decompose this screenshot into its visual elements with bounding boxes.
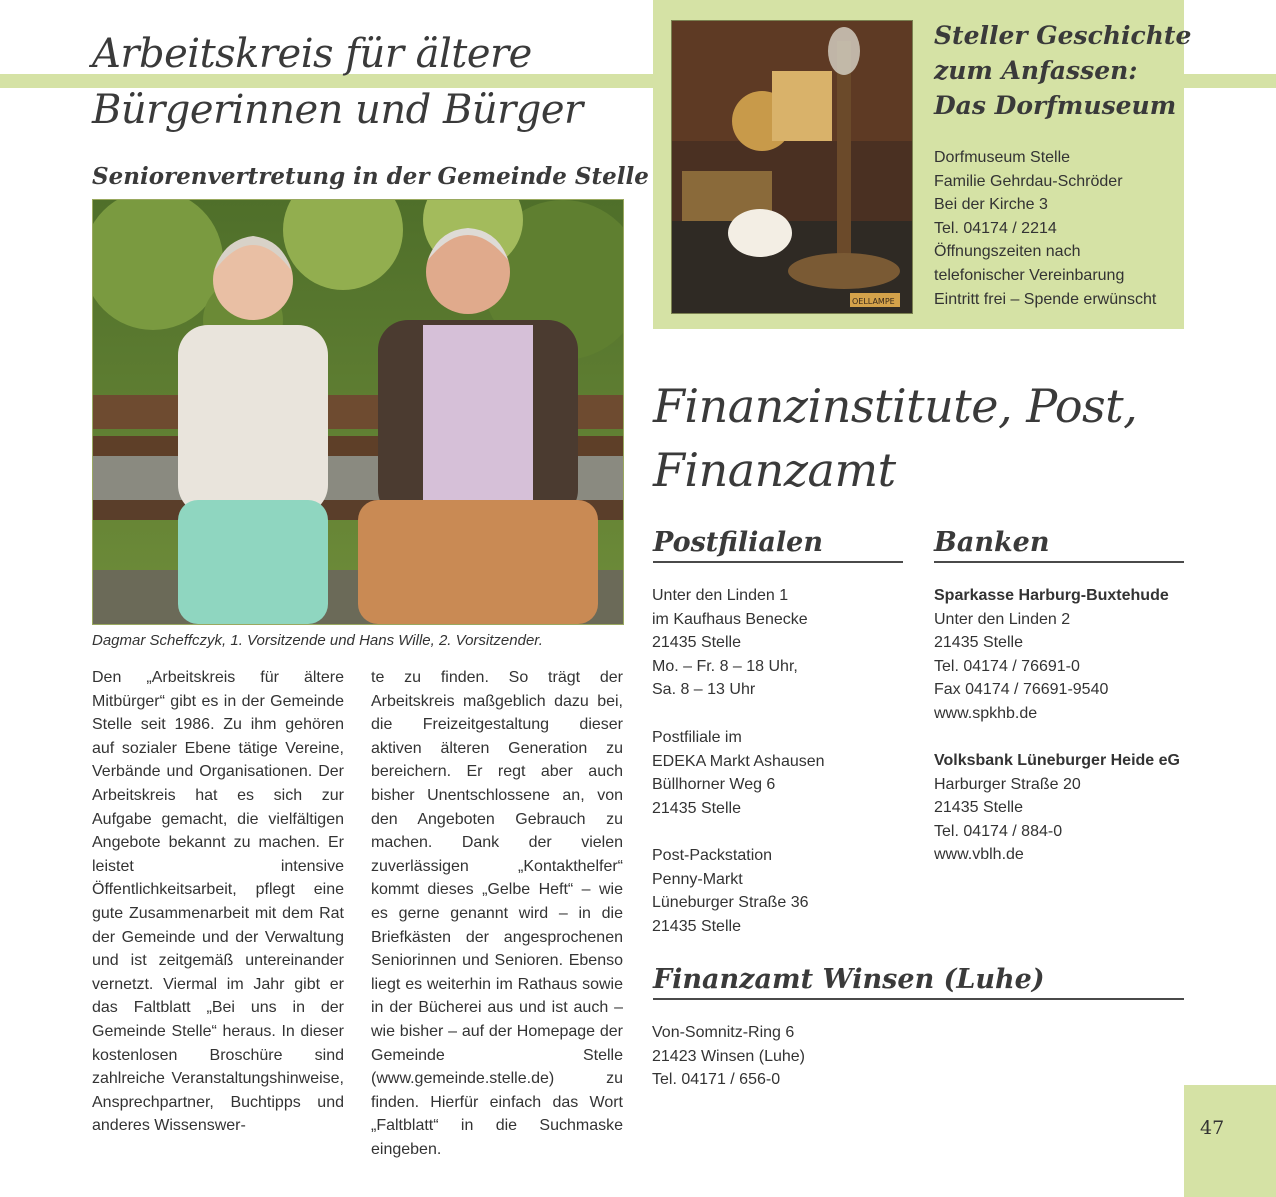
bank-line: 21435 Stelle — [934, 634, 1023, 652]
tax-line: Von-Somnitz-Ring 6 — [652, 1024, 795, 1041]
post-heading-rule — [653, 561, 903, 563]
post-block-3 — [652, 844, 912, 938]
tax-office-heading: Finanzamt Winsen (Luhe) — [653, 964, 1045, 995]
museum-title — [934, 18, 1192, 123]
article-title-line-1: Arbeitskreis für ältere — [92, 31, 532, 77]
bank-line: Unter den Linden 2 — [934, 610, 1071, 628]
tax-line: Tel. 04171 / 656-0 — [652, 1071, 781, 1089]
right-accent-stripe — [1184, 74, 1276, 88]
museum-info-line: Eintritt frei – Spende erwünscht — [934, 290, 1157, 308]
museum-title-line-1: Steller Geschichte — [934, 21, 1192, 50]
finance-title-line-1: Finanzinstitute, Post, — [653, 379, 1138, 433]
post-line: 21435 Stelle — [652, 634, 741, 652]
museum-photo-label: OELLAMPE — [852, 297, 895, 306]
bank-line: Tel. 04174 / 884-0 — [934, 822, 1063, 840]
bank-name: Volksbank Lüneburger Heide eG — [934, 752, 1180, 769]
post-block-2 — [652, 726, 912, 820]
tax-office-info — [652, 1021, 952, 1092]
post-line: Büllhorner Weg 6 — [652, 776, 776, 794]
finance-title-line-2: Finanzamt — [653, 443, 896, 497]
museum-info-line: Bei der Kirche 3 — [934, 196, 1048, 214]
post-line: Unter den Linden 1 — [652, 587, 789, 604]
bank-website[interactable]: www.vblh.de — [934, 846, 1024, 864]
museum-info-line: Dorfmuseum Stelle — [934, 149, 1071, 166]
article-title-line-2: Bürgerinnen und Bürger — [92, 87, 583, 133]
seniors-photo — [92, 199, 624, 625]
photo-caption: Dagmar Scheffczyk, 1. Vorsitzende und Hans Wille, 2. Vorsitzender. — [92, 632, 543, 649]
post-line: Lüneburger Straße 36 — [652, 894, 809, 912]
tax-office-heading-rule — [653, 998, 1184, 1000]
page-number-box — [1184, 1085, 1276, 1197]
post-line: Penny-Markt — [652, 870, 743, 888]
museum-title-line-3: Das Dorfmuseum — [934, 91, 1177, 120]
bank-line: 21435 Stelle — [934, 799, 1023, 817]
post-line: Sa. 8 – 13 Uhr — [652, 681, 756, 699]
banks-heading-rule — [934, 561, 1184, 563]
bank-line: Fax 04174 / 76691-9540 — [934, 681, 1109, 699]
post-line: 21435 Stelle — [652, 799, 741, 817]
post-line: EDEKA Markt Ashausen — [652, 752, 825, 770]
bank-1 — [934, 584, 1194, 726]
museum-photo — [671, 20, 913, 314]
bank-2 — [934, 749, 1194, 867]
bank-line: Harburger Straße 20 — [934, 775, 1081, 793]
post-line: im Kaufhaus Benecke — [652, 610, 808, 628]
museum-info-line: Familie Gehrdau-Schröder — [934, 172, 1123, 190]
article-column-2: te zu finden. So trägt der Arbeitskreis maßgeblich dazu bei, die Freizeitgestaltung dieser aktiven älteren Generation zu bereichern. Er regt aber auch bisher Unentschlossene an, von den Angeboten Gebrauch zu machen. Dank der vielen zuverlässigen „Kontakthelfer“ kommt dieses „Gelbe Heft“ – wie es gerne genannt wird – in die Briefkästen der angesprochenen Seniorinnen und Senioren. Ebenso liegt es weiterhin im Rathaus sowie in der Bücherei aus und ist auch – wie bisher – auf der Homepage der Gemeinde Stelle (www.gemeinde.stelle.de) zu finden. Hierfür einfach das Wort „Faltblatt“ in die Suchmaske eingeben. — [371, 669, 623, 1158]
article-title — [92, 26, 652, 138]
finance-title — [653, 374, 1253, 502]
museum-info — [934, 146, 1179, 311]
museum-title-line-2: zum Anfassen: — [934, 56, 1138, 85]
post-line: Postfiliale im — [652, 729, 742, 746]
post-line: Mo. – Fr. 8 – 18 Uhr, — [652, 657, 798, 675]
post-heading: Postfilialen — [653, 527, 823, 558]
bank-website[interactable]: www.spkhb.de — [934, 704, 1038, 722]
tax-line: 21423 Winsen (Luhe) — [652, 1047, 805, 1065]
museum-info-line: telefonischer Vereinbarung — [934, 266, 1125, 284]
article-subtitle: Seniorenvertretung in der Gemeinde Stelle — [92, 163, 649, 190]
post-line: 21435 Stelle — [652, 917, 741, 935]
post-line: Post-Packstation — [652, 847, 773, 864]
article-column-1: Den „Arbeitskreis für ältere Mitbürger“ gibt es in der Gemeinde Stelle seit 1986. Zu ihm gehören auf sozialer Ebene tätige Vereine, Verbände und Organisationen. Der Arbeitskreis hat es sich zur Aufgabe gemacht, die vielfältigen Angebote bekannt zu machen. Er leistet intensive Öffentlichkeitsarbeit, pflegt eine gute Zusammenarbeit mit dem Rat der Gemeinde und der Verwaltung und ist zeitgemäß untereinander vernetzt. Viermal im Jahr gibt er das Faltblatt „Bei uns in der Gemeinde Stelle“ heraus. In dieser kostenlosen Broschüre sind zahlreiche Veranstaltungshinweise, Ansprechpartner, Buchtipps und anderes Wissenswer- — [92, 669, 344, 1135]
page-number: 47 — [1200, 1117, 1225, 1139]
museum-info-line: Tel. 04174 / 2214 — [934, 219, 1057, 237]
bank-name: Sparkasse Harburg-Buxtehude — [934, 587, 1169, 604]
bank-line: Tel. 04174 / 76691-0 — [934, 657, 1080, 675]
museum-info-line: Öffnungszeiten nach — [934, 243, 1081, 261]
post-block-1 — [652, 584, 912, 702]
banks-heading: Banken — [934, 527, 1050, 558]
